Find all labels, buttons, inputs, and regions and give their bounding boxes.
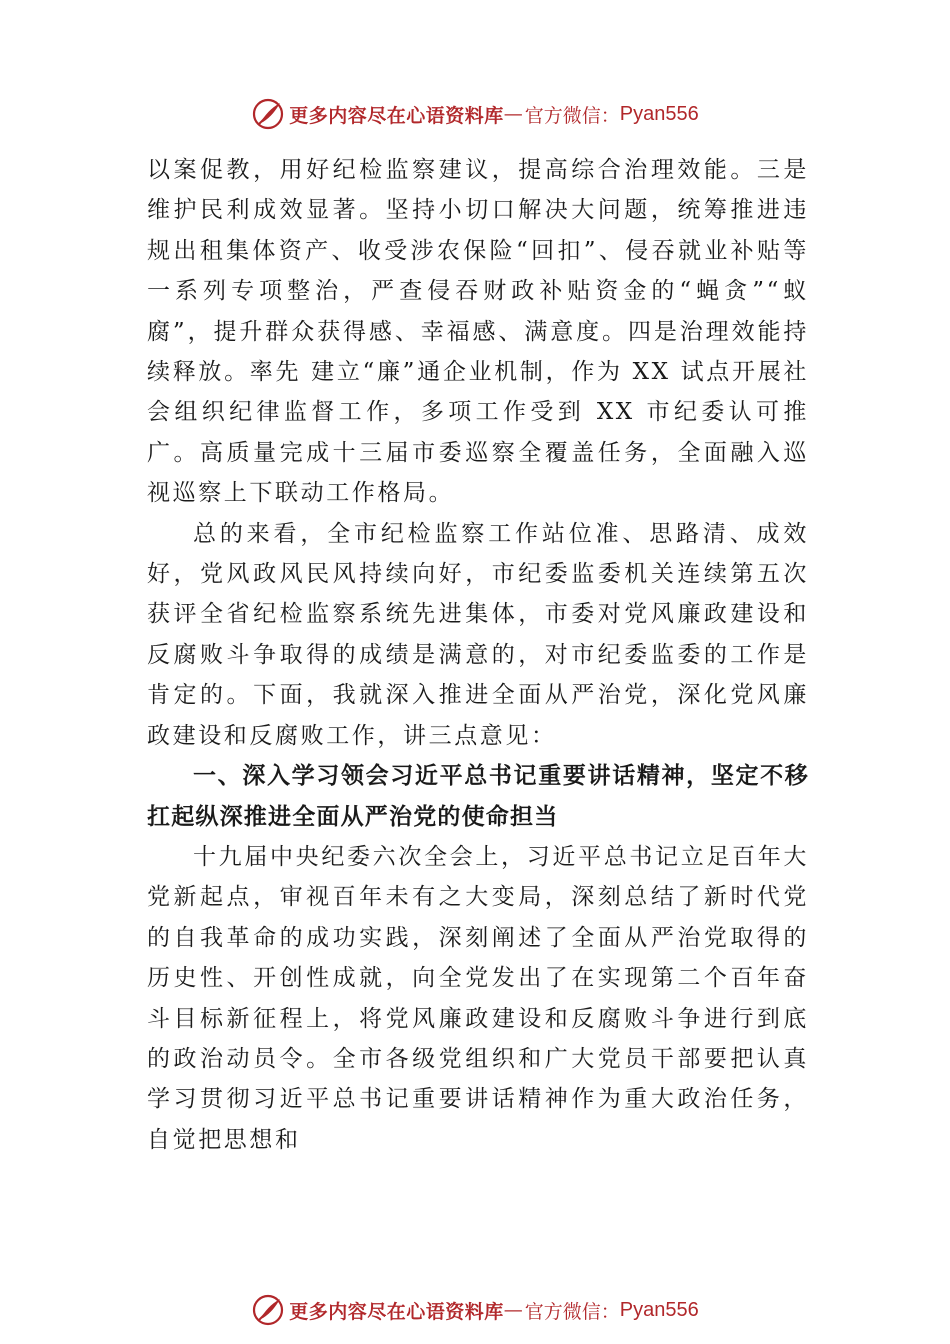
body-paragraph: 总的来看，全市纪检监察工作站位准、思路清、成效好，党风政风民风持续向好，市纪委监委机关连续第五次获评全省纪检监察系统先进集体，市委对党风廉政建设和反腐败斗争取得的成绩是满意的，对市纪委监委的工作是肯定的。下面，我就深入推进全面从严治党，深化党风廉政建设和反腐败工作，讲三点意见： <box>147 520 809 749</box>
quill-logo-icon <box>251 1293 285 1327</box>
banner-wechat-id: Pyan556 <box>619 102 699 125</box>
banner-dash: — <box>503 103 523 125</box>
body-paragraph: 以案促教，用好纪检监察建议，提高综合治理效能。三是维护民利成效显著。坚持小切口解决大问题，统筹推进违规出租集体资产、收受涉农保险“回扣”、侵吞就业补贴等一系列专项整治，严查侵吞财政补贴资金的“蝇贪”“蚁腐”，提升群众获得感、幸福感、满意度。四是治理效能持续释放。率先 建立“廉”通企业机制，作为 XX 试点开展社会组织纪律监督工作，多项工作受到 XX 市纪委认可推广。高质量完成十三届市委巡察全覆盖任务，全面融入巡视巡察上下联动工作格局。 <box>147 157 809 507</box>
footer-watermark-banner <box>0 1290 950 1330</box>
section-heading: 一、深入学习领会习近平总书记重要讲话精神，坚定不移扛起纵深推进全面从严治党的使命担当 <box>147 763 809 830</box>
quill-logo-icon <box>251 97 285 131</box>
header-watermark-banner <box>0 94 950 134</box>
banner-wechat-label: 官方微信： <box>524 104 620 127</box>
banner-title: 更多内容尽在心语资料库 <box>289 1300 504 1323</box>
banner-dash: — <box>503 1299 523 1321</box>
banner-wechat-label: 官方微信： <box>524 1300 620 1323</box>
body-paragraph: 十九届中央纪委六次全会上，习近平总书记立足百年大党新起点，审视百年未有之大变局，深刻总结了新时代党的自我革命的成功实践，深刻阐述了全面从严治党取得的历史性、开创性成就，向全党发出了在实现第二个百年奋斗目标新征程上，将党风廉政建设和反腐败斗争进行到底的政治动员令。全市各级党组织和广大党员干部要把认真学习贯彻习近平总书记重要讲话精神作为重大政治任务，自觉把思想和 <box>147 843 809 1153</box>
document-body <box>147 150 809 1160</box>
banner-wechat-id: Pyan556 <box>619 1298 699 1321</box>
banner-title: 更多内容尽在心语资料库 <box>289 104 504 127</box>
